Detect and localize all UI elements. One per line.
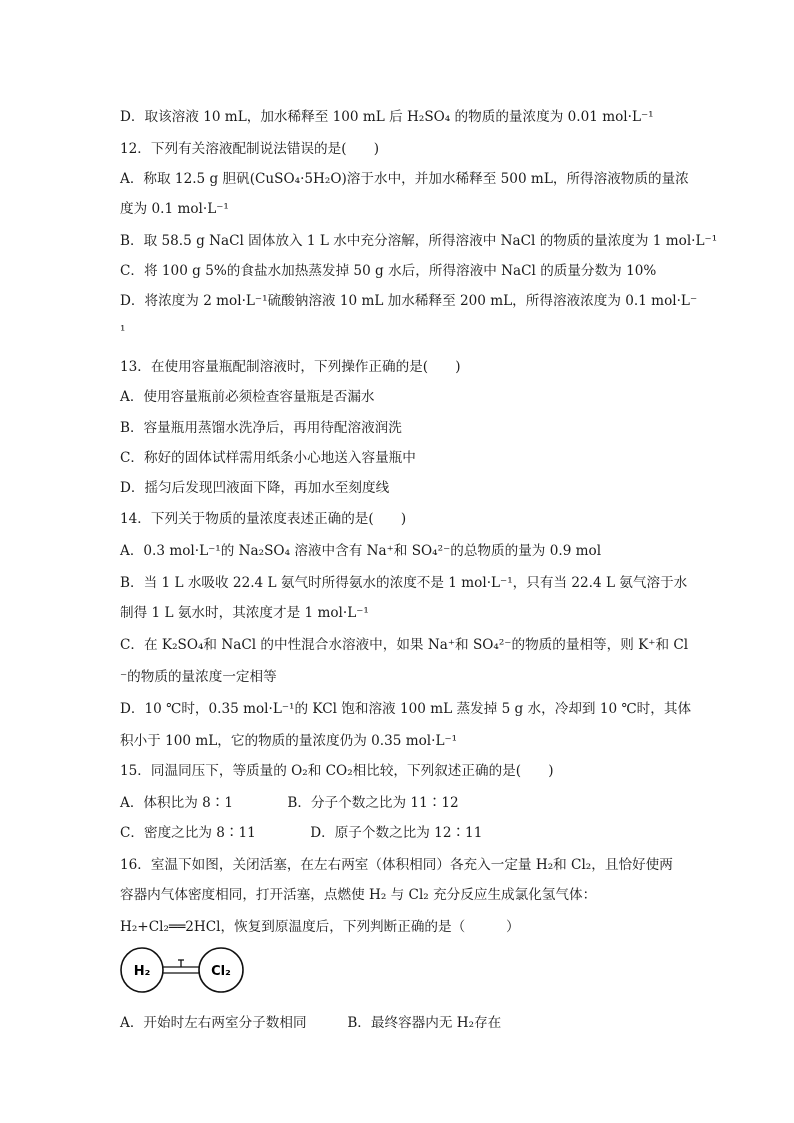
text-line: 12．下列有关溶液配制说法错误的是( ): [120, 141, 379, 157]
text-line: C．将 100 g 5%的食盐水加热蒸发掉 50 g 水后，所得溶液中 NaCl 的质量分数为 10%: [120, 263, 657, 279]
left-chamber-label: H₂: [133, 964, 151, 979]
text-line: A．体积比为 8∶1 B．分子个数之比为 11∶12: [120, 795, 459, 811]
text-line: D．将浓度为 2 mol·L⁻¹硫酸钠溶液 10 mL 加水稀释至 200 mL，所得溶液浓度为 0.1 mol·L⁻: [120, 293, 698, 309]
text-line: 13．在使用容量瓶配制溶液时，下列操作正确的是( ): [120, 359, 461, 375]
text-line: D．取该溶液 10 mL，加水稀释至 100 mL 后 H₂SO₄ 的物质的量浓度为 0.01 mol·L⁻¹: [120, 109, 654, 125]
text-line: H₂+Cl₂══2HCl，恢复到原温度后，下列判断正确的是（ ）: [120, 919, 520, 935]
text-line: 容器内气体密度相同，打开活塞，点燃使 H₂ 与 Cl₂ 充分反应生成氯化氢气体：: [120, 887, 597, 903]
text-line: A．称取 12.5 g 胆矾(CuSO₄·5H₂O)溶于水中，并加水稀释至 500 mL，所得溶液物质的量浓: [120, 171, 689, 187]
text-line: C．密度之比为 8∶11 D．原子个数之比为 12∶11: [120, 825, 483, 841]
text-line: C．称好的固体试样需用纸条小心地送入容量瓶中: [120, 450, 416, 466]
right-chamber-label: Cl₂: [211, 964, 231, 979]
text-line: 度为 0.1 mol·L⁻¹: [120, 201, 229, 217]
text-line: 15．同温同压下，等质量的 O₂和 CO₂相比较，下列叙述正确的是( ): [120, 763, 554, 779]
text-line: C．在 K₂SO₄和 NaCl 的中性混合水溶液中，如果 Na⁺和 SO₄²⁻的物质的量相等，则 K⁺和 Cl: [120, 637, 689, 653]
text-line: ⁻的物质的量浓度一定相等: [120, 669, 277, 685]
text-line: 制得 1 L 氨水时，其浓度才是 1 mol·L⁻¹: [120, 605, 369, 621]
text-line: 14．下列关于物质的量浓度表述正确的是( ): [120, 511, 407, 527]
diagram-svg: [118, 943, 248, 997]
text-line: A．0.3 mol·L⁻¹的 Na₂SO₄ 溶液中含有 Na⁺和 SO₄²⁻的总物质的量为 0.9 mol: [120, 543, 602, 559]
gas-container-diagram: [118, 943, 248, 997]
text-line: A．使用容量瓶前必须检查容量瓶是否漏水: [120, 389, 375, 405]
text-line: 积小于 100 mL，它的物质的量浓度仍为 0.35 mol·L⁻¹: [120, 733, 458, 749]
text-line: D．10 ℃时，0.35 mol·L⁻¹的 KCl 饱和溶液 100 mL 蒸发掉 5 g 水，冷却到 10 ℃时，其体: [120, 701, 692, 717]
text-line: B．容量瓶用蒸馏水洗净后，再用待配溶液润洗: [120, 420, 402, 436]
text-line: A．开始时左右两室分子数相同 B．最终容器内无 H₂存在: [120, 1015, 502, 1031]
text-line: ¹: [120, 323, 126, 339]
text-line: 16．室温下如图，关闭活塞，在左右两室（体积相同）各充入一定量 H₂和 Cl₂，且恰好使两: [120, 857, 673, 873]
text-line: B．当 1 L 水吸收 22.4 L 氨气时所得氨水的浓度不是 1 mol·L⁻¹，只有当 22.4 L 氨气溶于水: [120, 575, 688, 591]
text-line: B．取 58.5 g NaCl 固体放入 1 L 水中充分溶解，所得溶液中 NaCl 的物质的量浓度为 1 mol·L⁻¹: [120, 233, 718, 249]
text-line: D．摇匀后发现凹液面下降，再加水至刻度线: [120, 480, 390, 496]
